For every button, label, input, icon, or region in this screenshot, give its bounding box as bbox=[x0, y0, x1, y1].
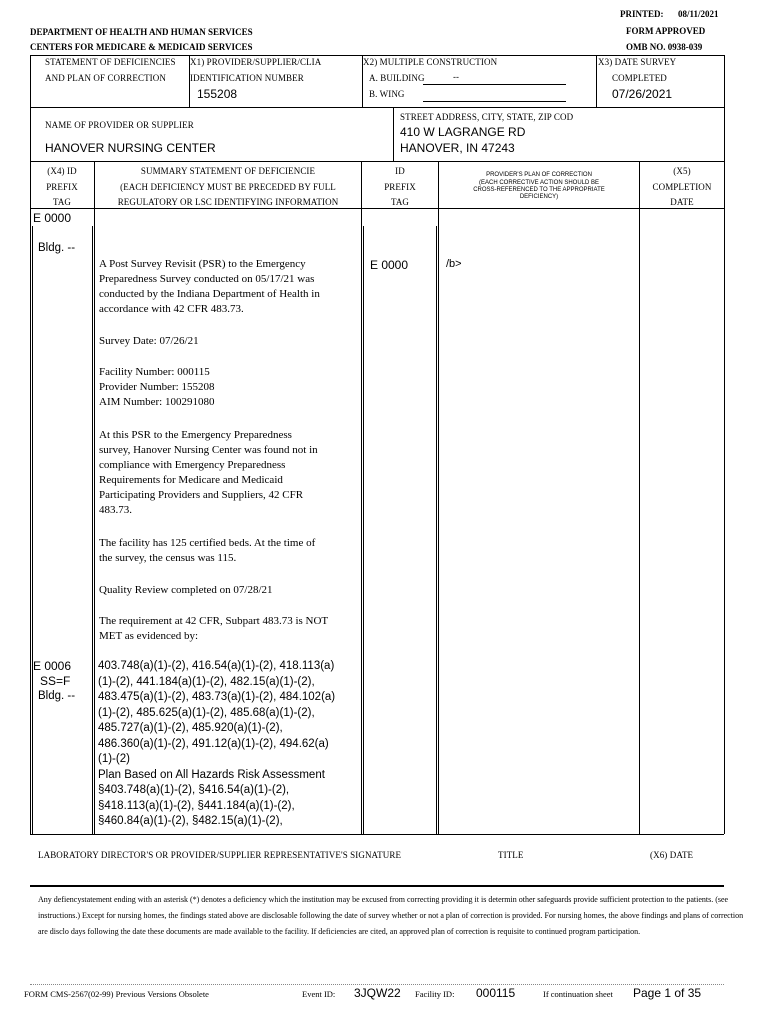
continuation-label: If continuation sheet bbox=[543, 989, 613, 999]
address-label: STREET ADDRESS, CITY, STATE, ZIP COD bbox=[400, 112, 574, 122]
plan-header-2: (EACH CORRECTIVE ACTION SHOULD BE bbox=[478, 180, 600, 186]
x4-header-2: PREFIX bbox=[46, 182, 78, 192]
x2-label: X2) MULTIPLE CONSTRUCTION bbox=[363, 57, 498, 67]
event-id-label: Event ID: bbox=[302, 989, 336, 999]
provider-name-value: HANOVER NURSING CENTER bbox=[45, 141, 216, 155]
department-title: DEPARTMENT OF HEALTH AND HUMAN SERVICES bbox=[30, 27, 253, 37]
building-label: A. BUILDING bbox=[369, 73, 425, 83]
omb-number: OMB NO. 0938-039 bbox=[626, 42, 703, 52]
printed-label: PRINTED: bbox=[620, 9, 664, 19]
x1-label-1: X1) PROVIDER/SUPPLIER/CLIA bbox=[190, 57, 322, 67]
signature-label: LABORATORY DIRECTOR'S OR PROVIDER/SUPPLIER REPRESENTATIVE'S SIGNATURE bbox=[38, 850, 402, 860]
plan-header-3: CROSS-REFERENCED TO THE APPROPRIATE bbox=[473, 187, 605, 193]
x5-header-2: COMPLETION bbox=[652, 182, 712, 192]
paragraph-facility-ids: Facility Number: 000115 Provider Number: 155208 AIM Number: 100291080 bbox=[99, 366, 215, 408]
page-number: Page 1 of 35 bbox=[633, 986, 702, 1000]
form-approved: FORM APPROVED bbox=[626, 26, 706, 36]
wing-label: B. WING bbox=[369, 89, 405, 99]
tag-e0000: E 0000 bbox=[33, 211, 72, 225]
plan-header-1: PROVIDER'S PLAN OF CORRECTION bbox=[486, 172, 592, 178]
event-id-value: 3JQW22 bbox=[354, 986, 401, 1000]
provider-id-value: 155208 bbox=[197, 87, 238, 101]
paragraph-findings: At this PSR to the Emergency Preparedness survey, Hanover Nursing Center was found not in compliance with Emergency Preparedness Requirements for Medicare and Medicaid Participating Providers and Suppliers, 42 CFR 483.73. bbox=[99, 429, 318, 516]
statement-label-2: AND PLAN OF CORRECTION bbox=[45, 73, 166, 83]
address-line-1: 410 W LAGRANGE RD bbox=[400, 125, 526, 139]
paragraph-psr-intro: A Post Survey Revisit (PSR) to the Emergency Preparedness Survey conducted on 05/17/21 was conducted by the Indiana Department of Health in accordance with 42 CFR 483.73. bbox=[99, 258, 320, 315]
bldg-label-1: Bldg. -- bbox=[38, 242, 76, 254]
x3-label-2: COMPLETED bbox=[612, 73, 667, 83]
facility-id-label: Facility ID: bbox=[415, 989, 455, 999]
x1-label-2: IDENTIFICATION NUMBER bbox=[190, 73, 304, 83]
disclaimer-text: Any defiencystatement ending with an asterisk (*) denotes a deficiency which the institution may be excused from correcting providing it is determin other safeguards provide sufficient protection to the patients. (see instructions.) Except for nursing homes, the findings stated above are disclosable following the date of survey whether or not a plan of correction is provided. For nursing homes, the above findings and plans of correction are disclo days following the date these documents are made available to the facility. If deficiencies are cited, an approved plan of correction is requisite to continued program participation. bbox=[38, 895, 744, 936]
title-label: TITLE bbox=[498, 850, 524, 860]
bldg-label-2: Bldg. -- bbox=[38, 690, 76, 702]
right-tag-e0000: E 0000 bbox=[370, 258, 409, 272]
centers-title: CENTERS FOR MEDICARE & MEDICAID SERVICES bbox=[30, 42, 253, 52]
summary-header-2: (EACH DEFICIENCY MUST BE PRECEDED BY FULL bbox=[120, 182, 336, 192]
x3-label-1: X3) DATE SURVEY bbox=[598, 57, 677, 67]
survey-completed-date: 07/26/2021 bbox=[612, 87, 673, 101]
paragraph-survey-date: Survey Date: 07/26/21 bbox=[99, 335, 199, 347]
address-line-2: HANOVER, IN 47243 bbox=[400, 141, 515, 155]
printed-date: 08/11/2021 bbox=[678, 9, 719, 19]
scope-severity: SS=F bbox=[40, 674, 71, 688]
plan-header-4: DEFICIENCY) bbox=[519, 194, 559, 200]
provider-name-label: NAME OF PROVIDER OR SUPPLIER bbox=[45, 120, 194, 130]
summary-header-3: REGULATORY OR LSC IDENTIFYING INFORMATION bbox=[117, 197, 339, 207]
paragraph-quality-review: Quality Review completed on 07/28/21 bbox=[99, 584, 273, 596]
id-header-1: ID bbox=[395, 166, 405, 176]
date-label: (X6) DATE bbox=[650, 850, 694, 860]
paragraph-regulations: 403.748(a)(1)-(2), 416.54(a)(1)-(2), 418.113(a) (1)-(2), 441.184(a)(1)-(2), 482.15(a)(1)-(2), 483.475(a)(1)-(2), 483.73(a)(1)-(2), 484.102(a) (1)-(2), 485.625(a)(1)-(2), 485.68(a)(1)-(2), 485.727(a)(1)-(2), 485.920(a)(1)-(2), 486.360(a)(1)-(2), 491.12(a)(1)-(2), 494.62(a) (1)-(2) Plan Based on All Hazards Risk Assessment §403.748(a)(1)-(2), §416.54(a)(1)-(2), §418.113(a)(1)-(2), §441.184(a)(1)-(2), §460.84(a)(1)-(2), §482.15(a)(1)-(2), bbox=[98, 660, 336, 827]
tag-e0006: E 0006 bbox=[33, 659, 72, 673]
statement-label-1: STATEMENT OF DEFICIENCIES bbox=[45, 57, 176, 67]
form-number: FORM CMS-2567(02-99) Previous Versions Obsolete bbox=[24, 989, 209, 999]
id-header-3: TAG bbox=[390, 197, 410, 207]
building-value: -- bbox=[453, 72, 459, 82]
id-header-2: PREFIX bbox=[384, 182, 416, 192]
summary-header-1: SUMMARY STATEMENT OF DEFICIENCIE bbox=[140, 166, 316, 176]
x4-header-3: TAG bbox=[52, 197, 72, 207]
facility-id-value: 000115 bbox=[476, 986, 516, 1000]
paragraph-beds: The facility has 125 certified beds. At the time of the survey, the census was 115. bbox=[99, 537, 316, 564]
x5-header-3: DATE bbox=[670, 197, 694, 207]
x5-header-1: (X5) bbox=[673, 166, 691, 176]
x4-header-1: (X4) ID bbox=[47, 166, 77, 176]
paragraph-requirement: The requirement at 42 CFR, Subpart 483.73 is NOT MET as evidenced by: bbox=[99, 615, 329, 642]
plan-text-1: /b> bbox=[446, 258, 462, 270]
